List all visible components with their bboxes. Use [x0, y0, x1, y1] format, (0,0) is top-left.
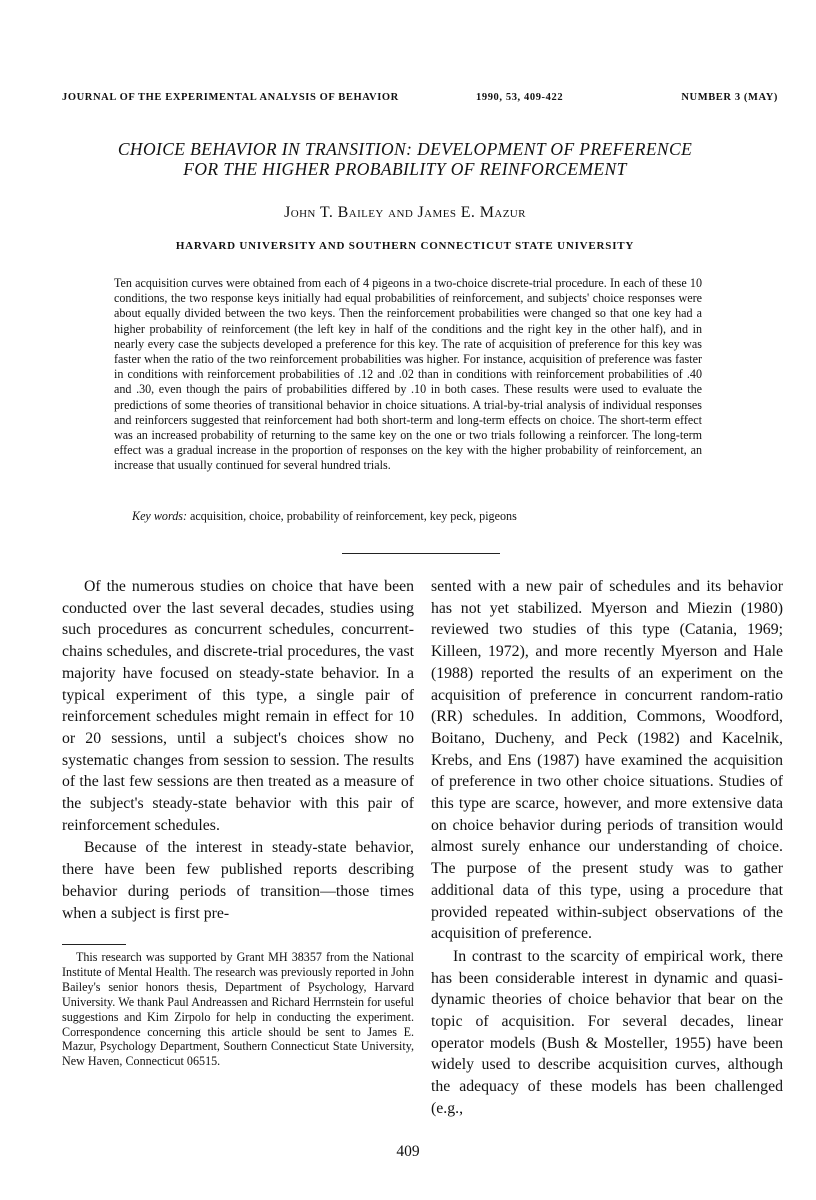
acknowledgment-footnote: This research was supported by Grant MH 38357 from the National Institute of Mental Health. The research was previously reported in John Bailey's senior honors thesis, Department of Psychology, Harvard University. We thank Paul Andreassen and Richard Herrnstein for useful suggestions and Kim Zirpolo for help in conducting the experiment. Correspondence concerning this article should be sent to James E. Mazur, Psychology Department, Southern Connecticut State University, New Haven, Connecticut 06515.	[62, 950, 414, 1069]
article-title: CHOICE BEHAVIOR IN TRANSITION: DEVELOPMENT OF PREFERENCE FOR THE HIGHER PROBABILITY OF REINFORCEMENT	[117, 139, 693, 179]
body-paragraph: Because of the interest in steady-state behavior, there have been few published reports describing behavior during periods of transition—those times when a subject is first pre-	[62, 839, 414, 922]
footnote-divider	[62, 944, 126, 945]
volume-info: 1990, 53, 409-422	[476, 92, 564, 103]
body-paragraph: Of the numerous studies on choice that have been conducted over the last several decades, studies using such procedures as concurrent schedules, concurrent-chains schedules, and discrete-trial procedures, the vast majority have focused on steady-state behavior. In a typical experiment of this type, a single pair of reinforcement schedules might remain in effect for 10 or 20 sessions, until a subject's choices show no systematic changes from session to session. The results of the last few sessions are then treated as a measure of the subject's steady-state behavior with this pair of reinforcement schedules.	[62, 578, 414, 834]
abstract: Ten acquisition curves were obtained from each of 4 pigeons in a two-choice discrete-trial procedure. In each of these 10 conditions, the two response keys initially had equal probabilities of reinforcement, and subjects' choice responses were about equally divided between the two keys. Then the reinforcement probabilities were changed so that one key had a higher probability of reinforcement (the left key in half of the conditions and the right key in the other half), and in nearly every case the subjects developed a preference for this key. The rate of acquisition of preference for this key was faster when the ratio of the two reinforcement probabilities was higher. For instance, acquisition of preference was faster in conditions with reinforcement probabilities of .12 and .02 than in conditions with reinforcement probabilities of .40 and .30, even though the pairs of probabilities differed by .10 in both cases. These results were used to evaluate the predictions of some theories of transitional behavior in choice situations. A trial-by-trial analysis of individual responses and reinforcers suggested that reinforcement had both short-term and long-term effects on choice. The short-term effect was an increased probability of returning to the same key on the one or two trials following a reinforcer. The long-term effect was a gradual increase in the proportion of responses on the key with the higher probability of reinforcement, an increase that usually continued for several hundred trials.	[114, 276, 702, 473]
keywords-list: acquisition, choice, probability of reinforcement, key peck, pigeons	[186, 509, 517, 523]
article-authors: John T. Bailey and James E. Mazur	[284, 204, 526, 221]
issue-number: NUMBER 3 (MAY)	[681, 92, 778, 103]
body-column-right	[431, 576, 783, 1120]
body-column-left	[62, 576, 414, 924]
section-divider	[342, 553, 500, 554]
body-paragraph: sented with a new pair of schedules and its behavior has not yet stabilized. Myerson and Miezin (1980) reviewed two studies of this type (Catania, 1969; Killeen, 1972), and more recently Myerson and Hale (1988) reported the results of an experiment on the acquisition of preference in concurrent random-ratio (RR) schedules. In addition, Commons, Woodford, Boitano, Ducheny, and Peck (1982) and Kacelnik, Krebs, and Ens (1987) have examined the acquisition of preference in two other choice situations. Studies of this type are scarce, however, and more extensive data on choice behavior during periods of transition would almost surely enhance our understanding of choice. The purpose of the present study was to gather additional data of this type, using a procedure that provided repeated within-subject observations of the acquisition of preference.	[431, 578, 783, 943]
keywords	[132, 509, 702, 524]
body-paragraph: In contrast to the scarcity of empirical work, there has been considerable interest in dynamic and quasi-dynamic theories of choice behavior that bear on the topic of acquisition. For several decades, linear operator models (Bush & Mosteller, 1955) have been widely used to describe acquisition curves, although the adequacy of these models has been challenged (e.g.,	[431, 947, 783, 1117]
journal-name: JOURNAL OF THE EXPERIMENTAL ANALYSIS OF BEHAVIOR	[62, 92, 399, 103]
author-affiliation: HARVARD UNIVERSITY AND SOUTHERN CONNECTICUT STATE UNIVERSITY	[175, 240, 635, 252]
page-number: 409	[396, 1143, 420, 1160]
keywords-label: Key words:	[132, 509, 187, 523]
